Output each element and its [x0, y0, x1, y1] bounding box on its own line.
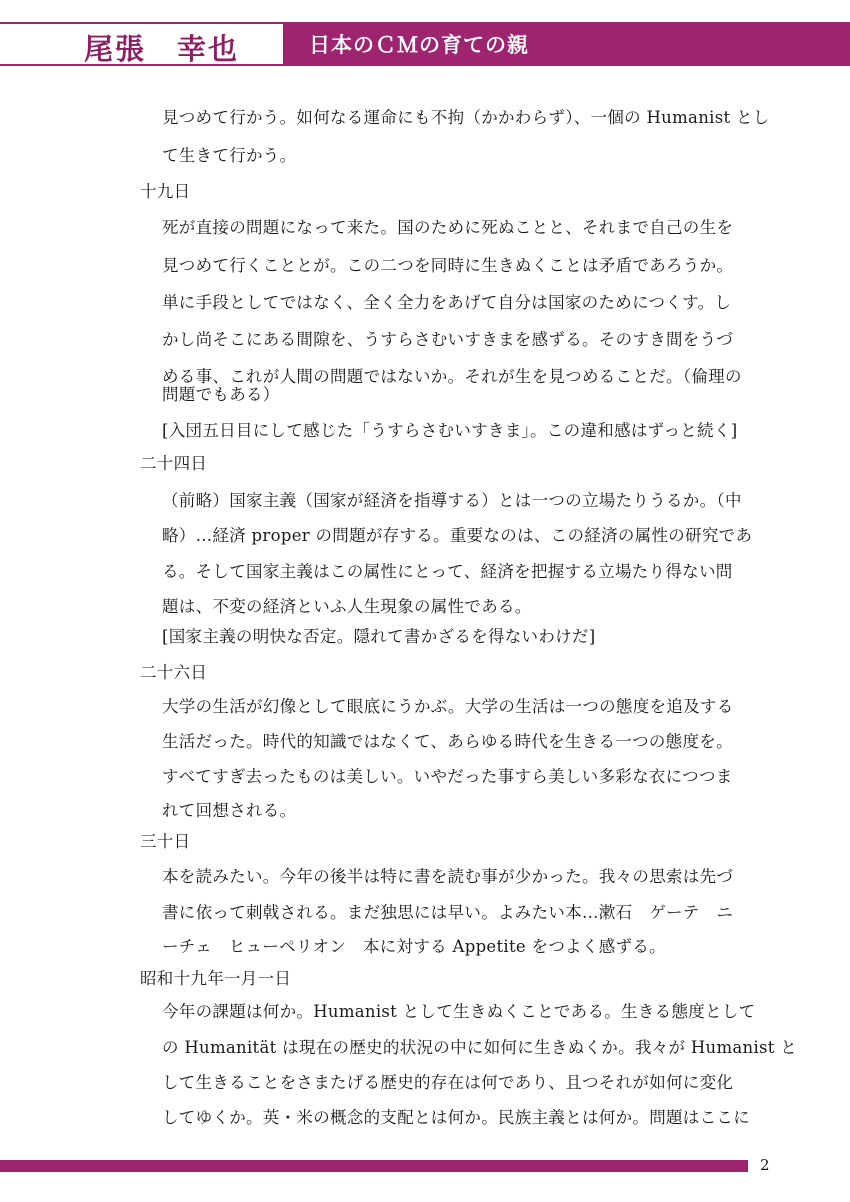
text-line: 大学の生活が幻像として眼底にうかぶ。大学の生活は一つの態度を追及する: [162, 697, 734, 716]
text-line: 今年の課題は何か。Humanist として生きぬくことである。生きる態度として: [162, 1002, 756, 1021]
text-line: 見つめて行くこととが。この二つを同時に生きぬくことは矛盾であろうか。: [162, 256, 734, 275]
text-line: の Humanität は現在の歴史的状況の中に如何に生きぬくか。我々が Humanist と: [162, 1038, 798, 1057]
text-line: ーチェ ヒューペリオン 本に対する Appetite をつよく感ずる。: [162, 937, 666, 956]
text-line: 題は、不変の経済といふ人生現象の属性である。: [162, 597, 532, 616]
text-line: る。そして国家主義はこの属性にとって、経済を把握する立場たり得ない問: [162, 562, 733, 581]
text-line: 本を読みたい。今年の後半は特に書を読む事が少かった。我々の思索は先づ: [162, 867, 734, 886]
text-line: 生活だった。時代的知識ではなくて、あらゆる時代を生きる一つの態度を。: [162, 732, 733, 751]
text-line: れて回想される。: [162, 801, 297, 820]
editor-note: [国家主義の明快な否定。隠れて書かざるを得ないわけだ]: [162, 627, 596, 646]
text-line: 見つめて行かう。如何なる運命にも不拘（かかわらず）、一個の Humanist とし: [162, 108, 770, 127]
page-number: 2: [760, 1156, 770, 1174]
text-line: 単に手段としてではなく、全く全力をあげて自分は国家のためにつくす。し: [162, 293, 732, 312]
title-box: [283, 22, 850, 66]
editor-note: [入団五日目にして感じた「うすらさむいすきま」。この違和感はずっと続く]: [162, 421, 738, 440]
text-line: してゆくか。英・米の概念的支配とは何か。民族主義とは何か。問題はここに: [162, 1108, 750, 1127]
date-heading: 三十日: [140, 832, 191, 851]
author-name: 尾張 幸也: [84, 32, 240, 66]
date-heading: 二十四日: [140, 454, 208, 473]
date-heading: 二十六日: [140, 663, 208, 682]
page-header: [0, 22, 850, 70]
text-line: 略）…経済 proper の問題が存する。重要なのは、この経済の属性の研究であ: [162, 526, 753, 545]
date-heading: 昭和十九年一月一日: [140, 969, 292, 988]
footer-bar: [0, 1160, 748, 1172]
text-line: （前略）国家主義（国家が経済を指導する）とは一つの立場たりうるか。（中: [162, 491, 742, 510]
text-line: すべてすぎ去ったものは美しい。いやだった事すら美しい多彩な衣につつま: [162, 767, 733, 786]
text-line: める事、これが人間の問題ではないか。それが生を見つめることだ。（倫理の: [162, 367, 742, 386]
text-line: 書に依って刺戟される。まだ独思には早い。よみたい本…漱石 ゲーテ ニ: [162, 903, 734, 922]
text-line: して生きることをさまたげる歴史的存在は何であり、且つそれが如何に変化: [162, 1073, 734, 1092]
book-title: 日本のＣＭの育ての親: [309, 33, 529, 57]
date-heading: 十九日: [140, 182, 191, 201]
author-box: [0, 22, 283, 66]
text-line: 死が直接の問題になって来た。国のために死ぬことと、それまで自己の生を: [162, 218, 734, 237]
text-line: て生きて行かう。: [162, 146, 297, 165]
text-line: かし尚そこにある間隙を、うすらさむいすきまを感ずる。そのすき間をうづ: [162, 330, 734, 349]
text-line: 問題でもある）: [162, 385, 280, 404]
